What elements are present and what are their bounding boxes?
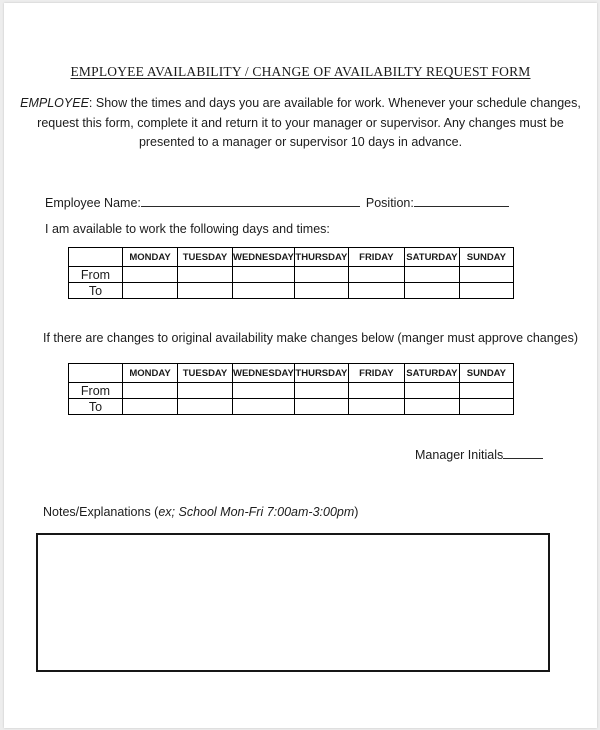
manager-initials-label: Manager Initials [415,448,504,462]
time-cell[interactable] [178,283,233,299]
time-cell[interactable] [459,267,513,283]
time-cell[interactable] [178,383,233,399]
position-label: Position: [365,196,414,210]
time-cell[interactable] [294,399,348,415]
document-page [4,3,597,728]
table-row-to [69,283,514,299]
day-header-monday: MONDAY [123,364,178,383]
time-cell[interactable] [348,383,404,399]
time-cell[interactable] [123,399,178,415]
manager-initials-row [415,445,543,462]
time-cell[interactable] [348,283,404,299]
time-cell[interactable] [294,383,348,399]
notes-label: Notes/Explanations (ex; School Mon-Fri 7:00am-3:00pm) [43,505,359,519]
time-cell[interactable] [294,283,348,299]
time-cell[interactable] [123,267,178,283]
row-label-to: To [69,399,123,415]
corner-cell [69,248,123,267]
employee-name-position-row [45,193,509,210]
instructions-line-3: presented to a manager or supervisor 10 days in advance. [138,135,463,149]
time-cell[interactable] [294,267,348,283]
time-cell[interactable] [233,383,295,399]
time-cell[interactable] [178,267,233,283]
day-header-saturday: SATURDAY [404,248,459,267]
time-cell[interactable] [178,399,233,415]
day-header-tuesday: TUESDAY [178,364,233,383]
employee-name-label: Employee Name: [45,196,141,210]
table-header-row [69,364,514,383]
time-cell[interactable] [459,383,513,399]
day-header-sunday: SUNDAY [459,364,513,383]
time-cell[interactable] [233,283,295,299]
time-cell[interactable] [233,399,295,415]
form-title: EMPLOYEE AVAILABILITY / CHANGE OF AVAILABILTY REQUEST FORM [70,64,531,79]
time-cell[interactable] [459,283,513,299]
changes-intro-text: If there are changes to original availability make changes below (manger must approve changes) [43,331,579,345]
time-cell[interactable] [233,267,295,283]
table-row-from [69,267,514,283]
time-cell[interactable] [404,383,459,399]
time-cell[interactable] [404,267,459,283]
time-cell[interactable] [123,383,178,399]
instructions-line-2: request this form, complete it and return it to your manager or supervisor. Any changes must be [37,115,564,130]
notes-example: ex; School Mon-Fri 7:00am-3:00pm [158,505,355,519]
changes-table [68,363,514,415]
time-cell[interactable] [348,399,404,415]
day-header-friday: FRIDAY [348,364,404,383]
manager-initials-blank[interactable] [503,445,543,459]
table-row-to [69,399,514,415]
time-cell[interactable] [459,399,513,415]
row-label-to: To [69,283,123,299]
time-cell[interactable] [348,267,404,283]
availability-intro-text: I am available to work the following days and times: [45,222,330,236]
day-header-monday: MONDAY [123,248,178,267]
row-label-from: From [69,383,123,399]
table-row-from [69,383,514,399]
notes-input-box[interactable] [36,533,550,672]
corner-cell [69,364,123,383]
day-header-friday: FRIDAY [348,248,404,267]
day-header-thursday: THURSDAY [294,364,348,383]
time-cell[interactable] [404,399,459,415]
table-header-row [69,248,514,267]
time-cell[interactable] [404,283,459,299]
day-header-tuesday: TUESDAY [178,248,233,267]
day-header-saturday: SATURDAY [404,364,459,383]
day-header-sunday: SUNDAY [459,248,513,267]
availability-table [68,247,514,299]
instructions-line-1: EMPLOYEE: Show the times and days you are available for work. Whenever your schedule changes, [20,96,581,110]
position-blank[interactable] [414,193,509,207]
row-label-from: From [69,267,123,283]
instructions-lead: EMPLOYEE [20,96,89,110]
day-header-wednesday: WEDNESDAY [233,364,295,383]
day-header-thursday: THURSDAY [294,248,348,267]
day-header-wednesday: WEDNESDAY [233,248,295,267]
employee-name-blank[interactable] [141,193,360,207]
employee-instructions [4,94,597,153]
time-cell[interactable] [123,283,178,299]
